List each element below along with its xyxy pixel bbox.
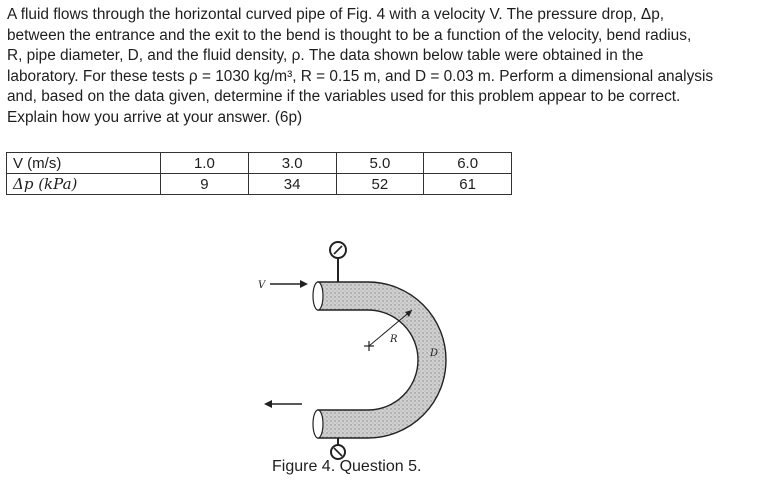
outlet-arrowhead: [264, 400, 272, 408]
row-label-pressure: Δp (kPa): [7, 174, 161, 195]
label-v: V: [258, 280, 266, 291]
pipe-body: [318, 282, 446, 438]
figure-curved-pipe: [250, 232, 470, 462]
figure-caption: Figure 4. Question 5.: [272, 458, 422, 475]
problem-line: Explain how you arrive at your answer. (6p): [7, 108, 303, 126]
data-table: [6, 152, 512, 195]
label-d: D: [430, 348, 439, 359]
row-label-velocity: V (m/s): [7, 153, 161, 174]
table-row-pressure: [7, 174, 512, 195]
table-cell: 6.0: [424, 153, 512, 174]
table-cell: 3.0: [248, 153, 336, 174]
table-cell: 9: [161, 174, 249, 195]
problem-line: laboratory. For these tests ρ = 1030 kg/m³, R = 0.15 m, and D = 0.03 m. Perform a dimensional analysis: [7, 67, 714, 85]
problem-line: A fluid flows through the horizontal curved pipe of Fig. 4 with a velocity V. The pressure drop, Δp,: [7, 6, 665, 23]
problem-line: R, pipe diameter, D, and the fluid density, ρ. The data shown below table were obtained in the: [7, 47, 644, 65]
table-cell: 34: [248, 174, 336, 195]
pipe-inlet: [313, 282, 323, 310]
table-cell: 1.0: [161, 153, 249, 174]
table-row-velocity: [7, 153, 512, 174]
problem-line: and, based on the data given, determine if the variables used for this problem appear to be correct.: [7, 88, 681, 106]
table-cell: 5.0: [336, 153, 424, 174]
label-r: R: [390, 334, 398, 345]
curved-pipe-diagram: [250, 232, 470, 462]
problem-statement: [7, 5, 767, 129]
pipe-outlet: [313, 410, 323, 438]
table-cell: 52: [336, 174, 424, 195]
table-cell: 61: [424, 174, 512, 195]
problem-line: between the entrance and the exit to the bend is thought to be a function of the velocity, bend radius,: [7, 26, 692, 44]
inlet-arrowhead: [300, 280, 308, 288]
